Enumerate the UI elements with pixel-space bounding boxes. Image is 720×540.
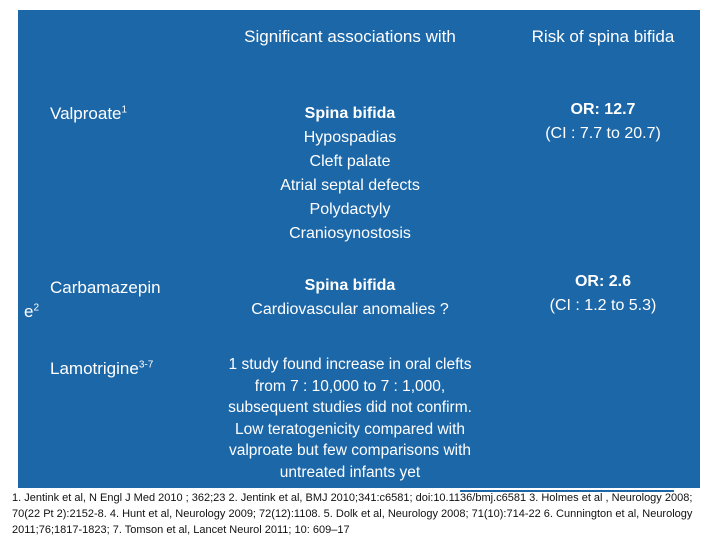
confidence-interval: (CI : 1.2 to 5.3) (549, 297, 657, 314)
header-risk: Risk of spina bifida (531, 27, 675, 46)
drug-valproate (50, 102, 127, 126)
drug-name: Valproate (50, 104, 122, 123)
association-item: 1 study found increase in oral clefts (228, 356, 472, 373)
drug-lamotrigine (50, 357, 153, 381)
references-text: 1. Jentink et al, N Engl J Med 2010 ; 362;23 2. Jentink et al, BMJ 2010;341:c6581; doi:10.1136/bmj.c6581 3. Holmes et al , Neurology 2008; 70(22 Pt 2):2152-8. 4. Hunt et al, Neurology 2009; 72(12):1108. 5. Dolk et al, Neurology 2008; 71(10):714-22 6. Cunnington et al, Neurology 2011;76;1817-1823; 7. Tomson et al, Lancet Neurol 2011; 10: 609–17 (12, 492, 693, 536)
drug-name: Lamotrigine (50, 359, 139, 378)
drug-name-continued: e (24, 302, 34, 321)
association-item: Cardiovascular anomalies ? (251, 301, 449, 318)
confidence-interval: (CI : 7.7 to 20.7) (545, 125, 661, 142)
references (12, 490, 712, 538)
association-item: Spina bifida (304, 277, 396, 294)
drug-carbamazepine (50, 276, 161, 300)
drug-reference: 2 (33, 302, 40, 314)
association-item: untreated infants yet (279, 463, 421, 481)
drug-carbamazepine-wrap (24, 300, 39, 324)
odds-ratio: OR: 2.6 (574, 273, 631, 290)
association-item: subsequent studies did not confirm. (228, 399, 472, 416)
association-item: Low teratogenicity compared with (234, 420, 466, 438)
carbamazepine-risk (523, 270, 683, 318)
association-item: from 7 : 10,000 to 7 : 1,000, (254, 377, 446, 395)
association-item: Craniosynostosis (289, 225, 411, 242)
association-item: Hypospadias (303, 129, 397, 146)
odds-ratio: OR: 12.7 (570, 101, 636, 118)
drug-name: Carbamazepin (50, 278, 161, 297)
drug-reference: 1 (121, 104, 128, 116)
association-item: Atrial septal defects (280, 177, 420, 194)
valproate-associations (200, 102, 500, 246)
accent-bar (460, 490, 674, 492)
lamotrigine-associations (200, 354, 500, 483)
header-associations: Significant associations with (244, 27, 456, 46)
association-item: Cleft palate (309, 153, 391, 170)
antiepileptic-risk-table (18, 10, 700, 488)
drug-reference: 3-7 (138, 359, 154, 371)
association-item: valproate but few comparisons with (228, 442, 472, 459)
association-item: Polydactyly (309, 201, 391, 218)
association-item: Spina bifida (304, 105, 396, 122)
valproate-risk (523, 98, 683, 146)
carbamazepine-associations (200, 274, 500, 322)
